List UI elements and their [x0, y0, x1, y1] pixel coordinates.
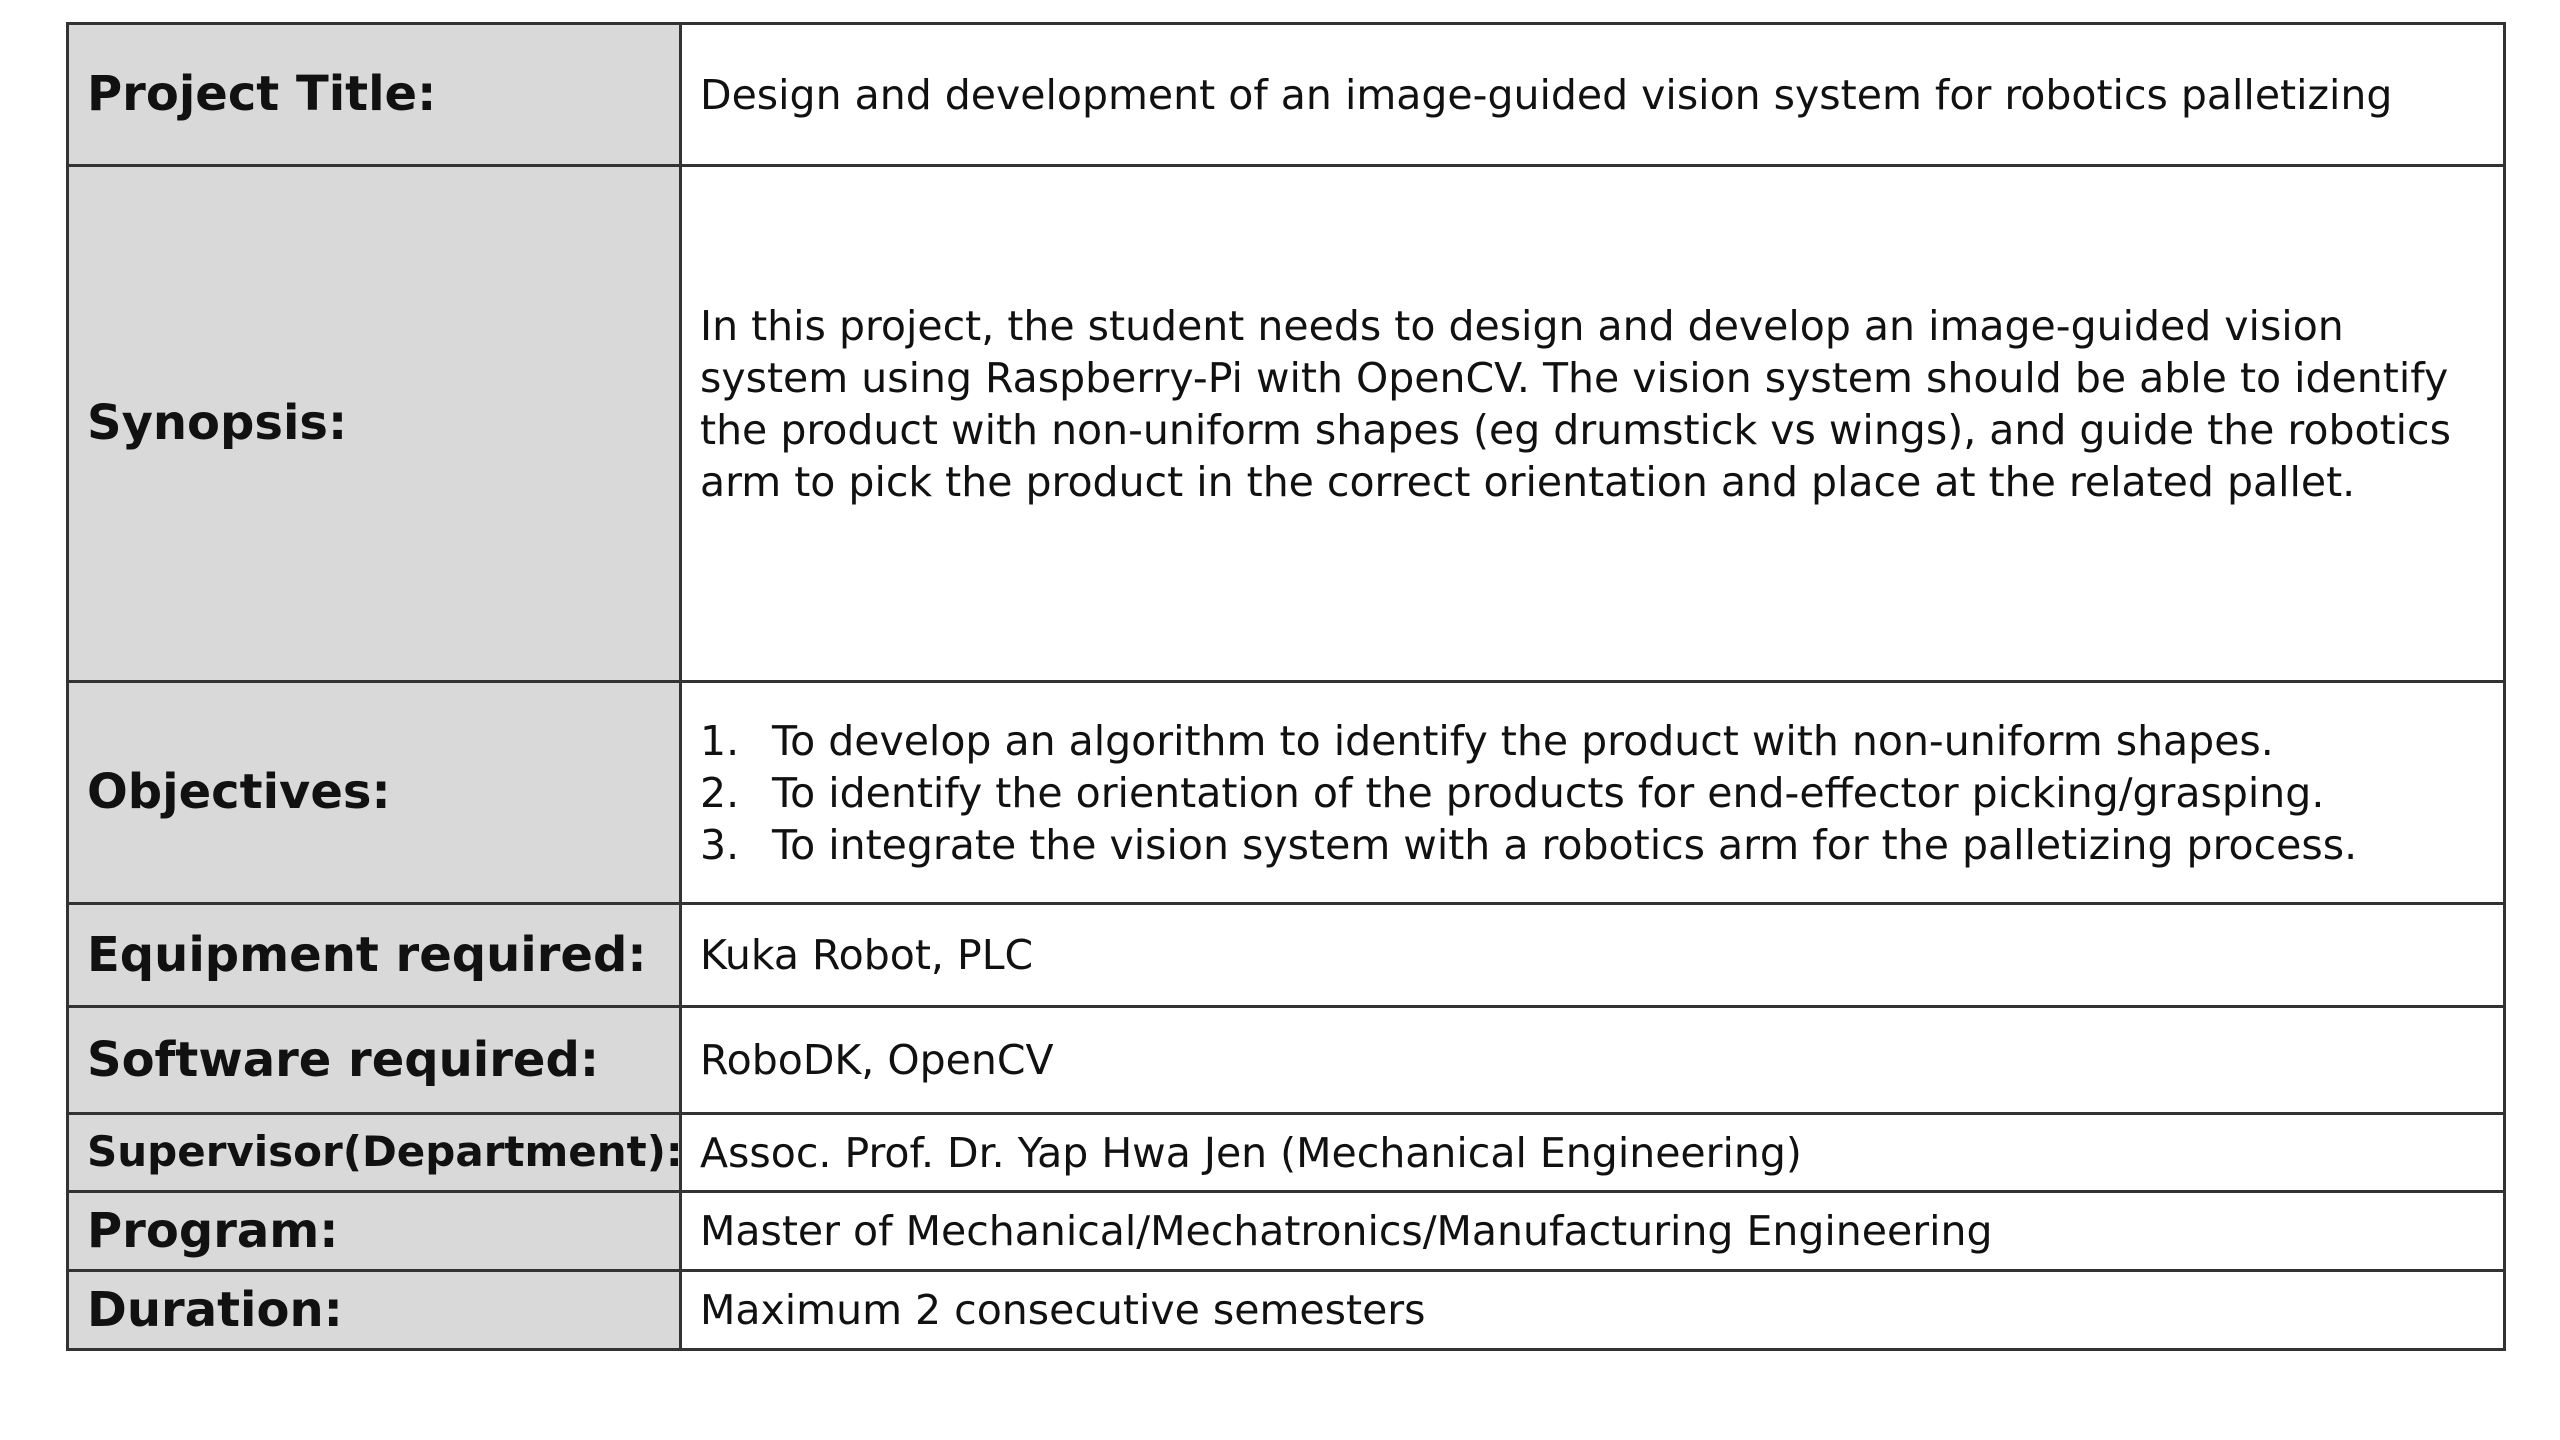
objective-text: To integrate the vision system with a robotics arm for the palletizing process. [772, 820, 2358, 869]
software-label: Software required: [68, 1007, 681, 1114]
objective-item [700, 767, 2485, 819]
project-title-label: Project Title: [68, 24, 681, 166]
objective-item [700, 715, 2485, 767]
row-duration [68, 1271, 2505, 1350]
synopsis-label: Synopsis: [68, 166, 681, 682]
objective-text: To develop an algorithm to identify the product with non-uniform shapes. [772, 716, 2274, 765]
supervisor-label: Supervisor(Department): [68, 1114, 681, 1192]
row-equipment [68, 904, 2505, 1007]
project-details-table [66, 22, 2506, 1351]
equipment-label: Equipment required: [68, 904, 681, 1007]
objective-number: 1. [700, 716, 740, 765]
software-value: RoboDK, OpenCV [681, 1007, 2505, 1114]
row-software [68, 1007, 2505, 1114]
objectives-cell [681, 682, 2505, 904]
program-label: Program: [68, 1192, 681, 1271]
synopsis-value: In this project, the student needs to design and develop an image-guided vision system using Raspberry-Pi with OpenCV. The vision system should be able to identify the product with non-uniform shapes (eg drumstick vs wings), and guide the robotics arm to pick the product in the correct orientation and place at the related pallet. [700, 301, 2451, 506]
synopsis-cell [681, 166, 2505, 682]
supervisor-value: Assoc. Prof. Dr. Yap Hwa Jen (Mechanical Engineering) [681, 1114, 2505, 1192]
project-title-value: Design and development of an image-guided vision system for robotics palletizing [681, 24, 2505, 166]
row-synopsis [68, 166, 2505, 682]
row-objectives [68, 682, 2505, 904]
row-supervisor [68, 1114, 2505, 1192]
objectives-label: Objectives: [68, 682, 681, 904]
objective-text: To identify the orientation of the products for end-effector picking/grasping. [772, 768, 2325, 817]
duration-label: Duration: [68, 1271, 681, 1350]
duration-value: Maximum 2 consecutive semesters [681, 1271, 2505, 1350]
row-program [68, 1192, 2505, 1271]
objective-number: 3. [700, 820, 740, 869]
objective-item [700, 819, 2485, 871]
equipment-value: Kuka Robot, PLC [681, 904, 2505, 1007]
objectives-list [700, 715, 2485, 871]
objective-number: 2. [700, 768, 740, 817]
row-project-title [68, 24, 2505, 166]
program-value: Master of Mechanical/Mechatronics/Manufacturing Engineering [681, 1192, 2505, 1271]
